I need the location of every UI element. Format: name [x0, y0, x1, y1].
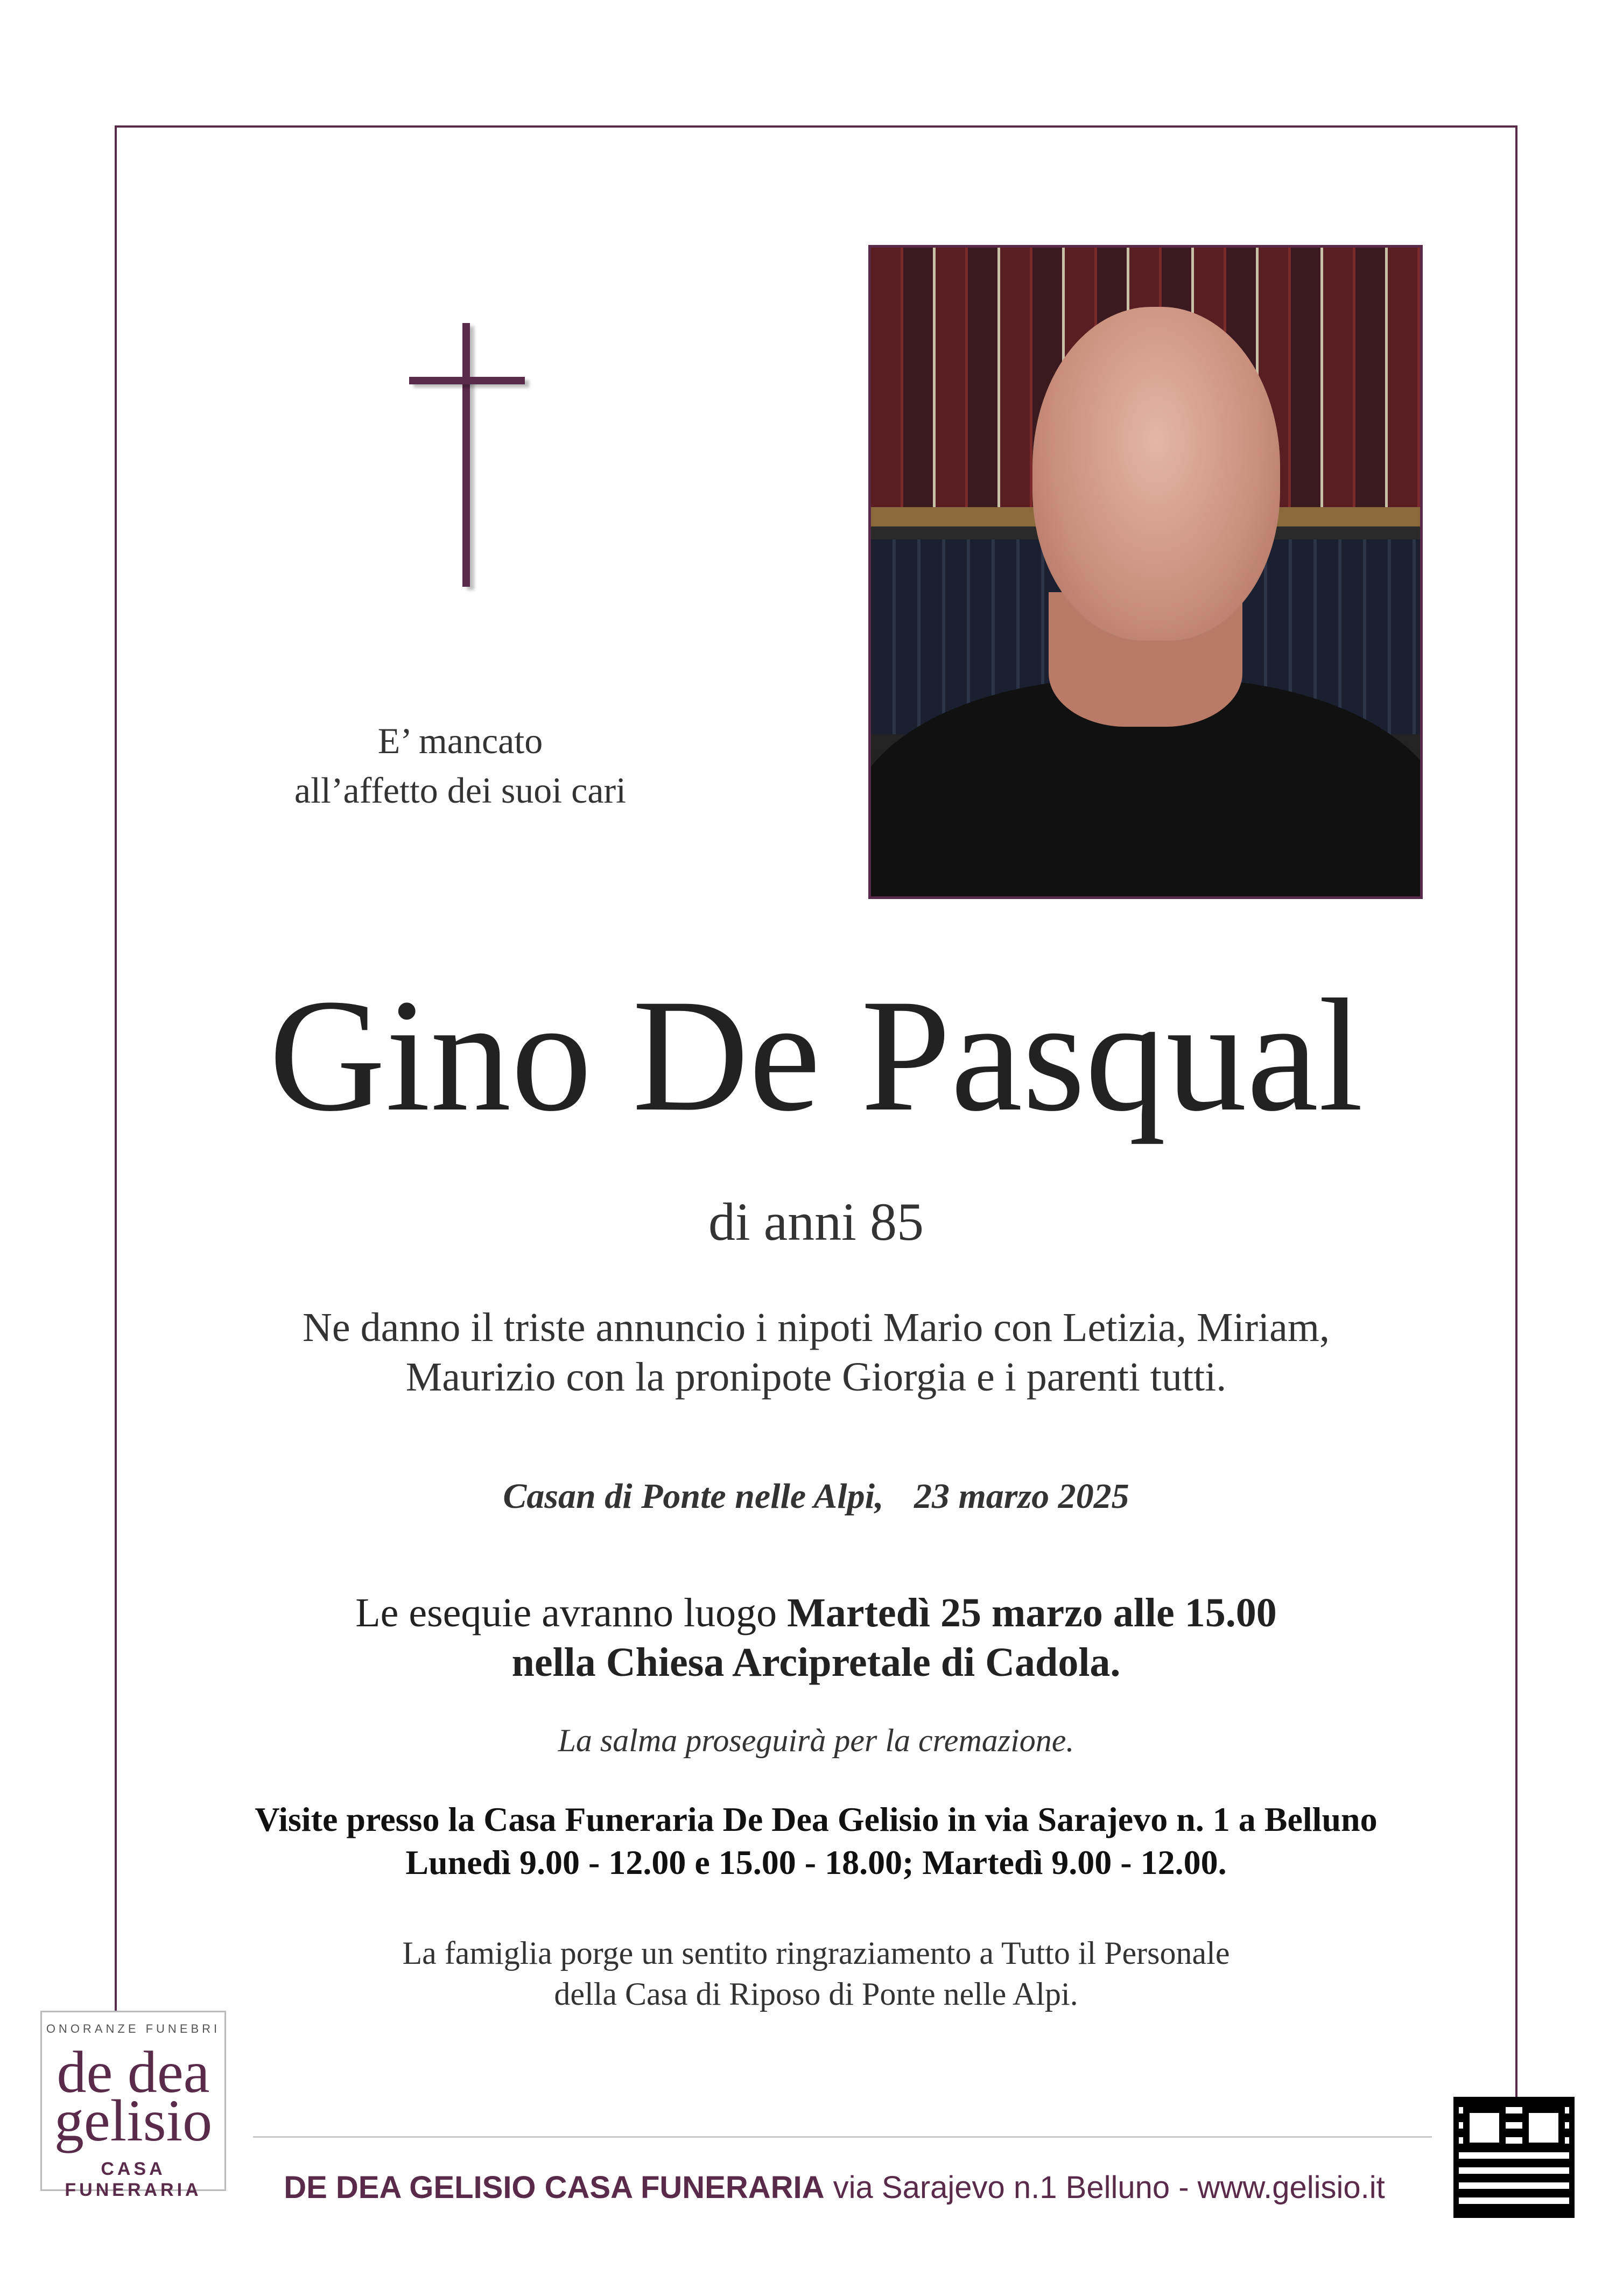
funeral-home-logo [40, 2011, 226, 2200]
funeral-line-2 [115, 1638, 1517, 1687]
thanks-line-2: della Casa di Riposo di Ponte nelle Alpi. [554, 1976, 1078, 2012]
announcement-line-1: Ne danno il triste annuncio i nipoti Mario con Letizia, Miriam, [303, 1305, 1330, 1350]
place-date [115, 1475, 1517, 1518]
logo-brand-line-1: de dea [57, 2039, 210, 2105]
footer-company: DE DEA GELISIO CASA FUNERARIA [284, 2170, 825, 2205]
photo-face [1032, 307, 1280, 641]
thanks-line-1: La famiglia porge un sentito ringraziamento a Tutto il Personale [402, 1935, 1230, 1971]
cremation-note: La salma proseguirà per la cremazione. [558, 1723, 1074, 1758]
footer [226, 2169, 1443, 2206]
place: Casan di Ponte nelle Alpi, [503, 1477, 884, 1516]
portrait-photo [868, 245, 1423, 899]
funeral-line-2-bold: nella Chiesa Arcipretale di Cadola. [511, 1640, 1121, 1685]
funeral-line-1 [115, 1588, 1517, 1638]
announcement-line-2: Maurizio con la pronipote Giorgia e i parenti tutti. [405, 1354, 1227, 1400]
cross-vertical [462, 323, 470, 587]
announcement [115, 1303, 1517, 1402]
intro-text [194, 716, 727, 815]
deceased-age: di anni 85 [708, 1192, 924, 1252]
visits-info [115, 1798, 1517, 1884]
visits-line-1: Visite presso la Casa Funeraria De Dea Gelisio in via Sarajevo n. 1 a Belluno [255, 1800, 1378, 1838]
date: 23 marzo 2025 [914, 1477, 1129, 1516]
footer-divider [253, 2136, 1432, 2138]
visits-line-2: Lunedì 9.00 - 12.00 e 15.00 - 18.00; Martedì 9.00 - 12.00. [405, 1843, 1227, 1881]
funeral-line-1-plain: Le esequie avranno luogo [355, 1590, 788, 1635]
thanks-note [115, 1933, 1517, 2014]
intro-line-2: all’affetto dei suoi cari [294, 770, 627, 811]
deceased-name: Gino De Pasqual [269, 966, 1364, 1145]
intro-line-1: E’ mancato [377, 720, 543, 761]
logo-bottom-text: CASA FUNERARIA [65, 2159, 202, 2200]
funeral-line-1-bold: Martedì 25 marzo alle 15.00 [787, 1590, 1277, 1635]
qr-code-icon[interactable] [1453, 2097, 1575, 2218]
cross-horizontal [409, 377, 525, 384]
logo-brand [42, 2039, 224, 2153]
logo-top-text: ONORANZE FUNEBRI [46, 2022, 221, 2035]
funeral-info [115, 1588, 1517, 1687]
footer-address: via Sarajevo n.1 Belluno - www.gelisio.it [824, 2170, 1385, 2205]
logo-brand-line-2: gelisio [54, 2088, 213, 2153]
